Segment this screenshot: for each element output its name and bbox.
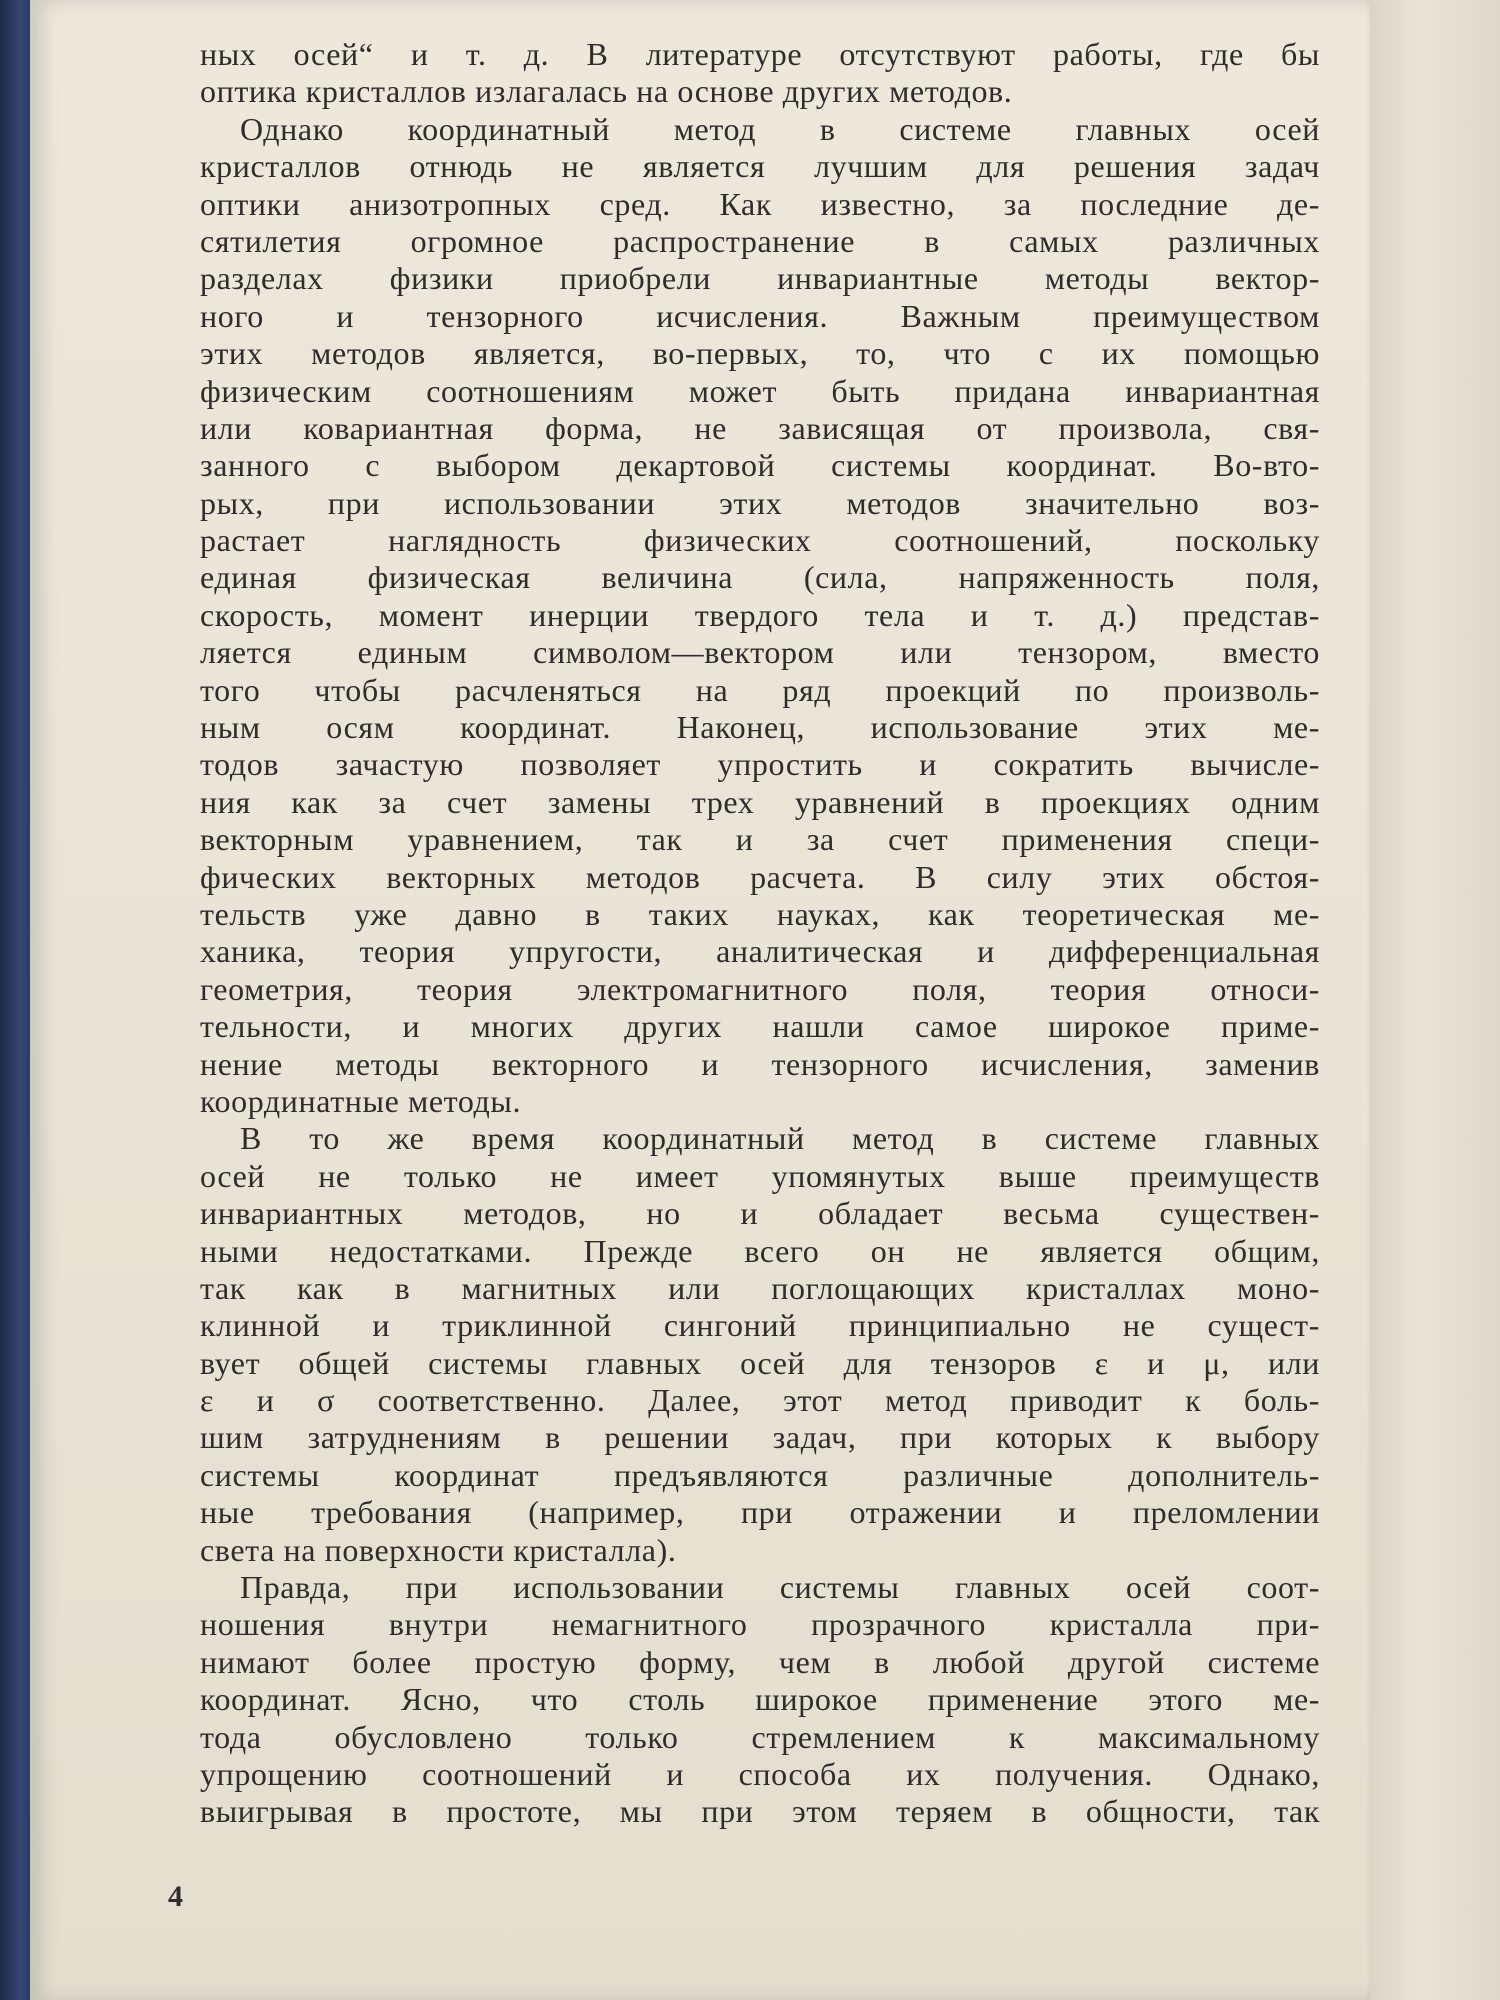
text-line: Однако координатный метод в системе главных осей [240, 110, 1320, 147]
text-line: нимают более простую форму, чем в любой другой системе [200, 1643, 1320, 1680]
text-line: ных осей“ и т. д. В литературе отсутствуют работы, где бы [200, 36, 1320, 72]
text-line: ношения внутри немагнитного прозрачного кристалла при- [200, 1606, 1320, 1643]
text-line: упрощению соотношений и способа их получения. Однако, [200, 1755, 1320, 1792]
text-line: В то же время координатный метод в системе главных [240, 1120, 1320, 1157]
text-line: координатные методы. [200, 1082, 522, 1119]
text-line: ляется единым символом—вектором или тензором, вместо [200, 634, 1320, 671]
text-line: единая физическая величина (сила, напряженность поля, [200, 559, 1320, 596]
text-line: сятилетия огромное распространение в самых различных [200, 222, 1320, 259]
text-line: нение методы векторного и тензорного исчисления, заменив [200, 1045, 1320, 1082]
page-number: 4 [168, 1880, 183, 1913]
adjacent-page-edge [1370, 0, 1500, 2000]
book-page [30, 0, 1380, 2000]
text-line: тодов зачастую позволяет упростить и сократить вычисле- [200, 746, 1320, 783]
text-line: ния как за счет замены трех уравнений в проекциях одним [200, 783, 1320, 820]
text-line: или ковариантная форма, не зависящая от произвола, свя- [200, 409, 1320, 446]
text-line: рых, при использовании этих методов значительно воз- [200, 484, 1320, 521]
text-line: ным осям координат. Наконец, использование этих ме- [200, 709, 1320, 746]
text-line: так как в магнитных или поглощающих кристаллах моно- [200, 1269, 1320, 1306]
text-line: растает наглядность физических соотношений, поскольку [200, 522, 1320, 559]
text-line: света на поверхности кристалла). [200, 1531, 677, 1568]
text-line: системы координат предъявляются различные дополнитель- [200, 1456, 1320, 1493]
text-line: разделах физики приобрели инвариантные методы вектор- [200, 260, 1320, 297]
text-line: тельств уже давно в таких науках, как теоретическая ме- [200, 895, 1320, 932]
text-line: геометрия, теория электромагнитного поля, теория относи- [200, 970, 1320, 1007]
text-line: физическим соотношениям может быть придана инвариантная [200, 372, 1320, 409]
text-line: вует общей системы главных осей для тензоров ε и μ, или [200, 1344, 1320, 1381]
text-line: шим затруднениям в решении задач, при которых к выбору [200, 1419, 1320, 1456]
text-line: клинной и триклинной сингоний принципиально не сущест- [200, 1307, 1320, 1344]
text-line: ного и тензорного исчисления. Важным преимуществом [200, 297, 1320, 334]
text-line: выигрывая в простоте, мы при этом теряем в общности, так [200, 1793, 1320, 1830]
text-line: ε и σ соответственно. Далее, этот метод приводит к боль- [200, 1382, 1320, 1419]
text-line: тода обусловлено только стремлением к максимальному [200, 1718, 1320, 1755]
text-line: осей не только не имеет упомянутых выше преимуществ [200, 1157, 1320, 1194]
text-line: скорость, момент инерции твердого тела и т. д.) представ- [200, 596, 1320, 633]
text-line: того чтобы расчленяться на ряд проекций по произволь- [200, 671, 1320, 708]
text-line: фических векторных методов расчета. В силу этих обстоя- [200, 858, 1320, 895]
text-line: занного с выбором декартовой системы координат. Во-вто- [200, 447, 1320, 484]
text-line: координат. Ясно, что столь широкое применение этого ме- [200, 1681, 1320, 1718]
text-line: ными недостатками. Прежде всего он не является общим, [200, 1232, 1320, 1269]
text-line: Правда, при использовании системы главных осей соот- [240, 1569, 1320, 1606]
text-line: ханика, теория упругости, аналитическая и дифференциальная [200, 933, 1320, 970]
text-line: тельности, и многих других нашли самое широкое приме- [200, 1008, 1320, 1045]
text-line: ные требования (например, при отражении и преломлении [200, 1494, 1320, 1531]
body-text [200, 36, 1320, 1831]
text-line: оптика кристаллов излагалась на основе других методов. [200, 73, 1013, 110]
text-line: инвариантных методов, но и обладает весьма существен- [200, 1195, 1320, 1232]
text-line: кристаллов отнюдь не является лучшим для решения задач [200, 148, 1320, 185]
text-line: этих методов является, во-первых, то, что с их помощью [200, 335, 1320, 372]
text-line: оптики анизотропных сред. Как известно, за последние де- [200, 185, 1320, 222]
text-line: векторным уравнением, так и за счет применения специ- [200, 821, 1320, 858]
